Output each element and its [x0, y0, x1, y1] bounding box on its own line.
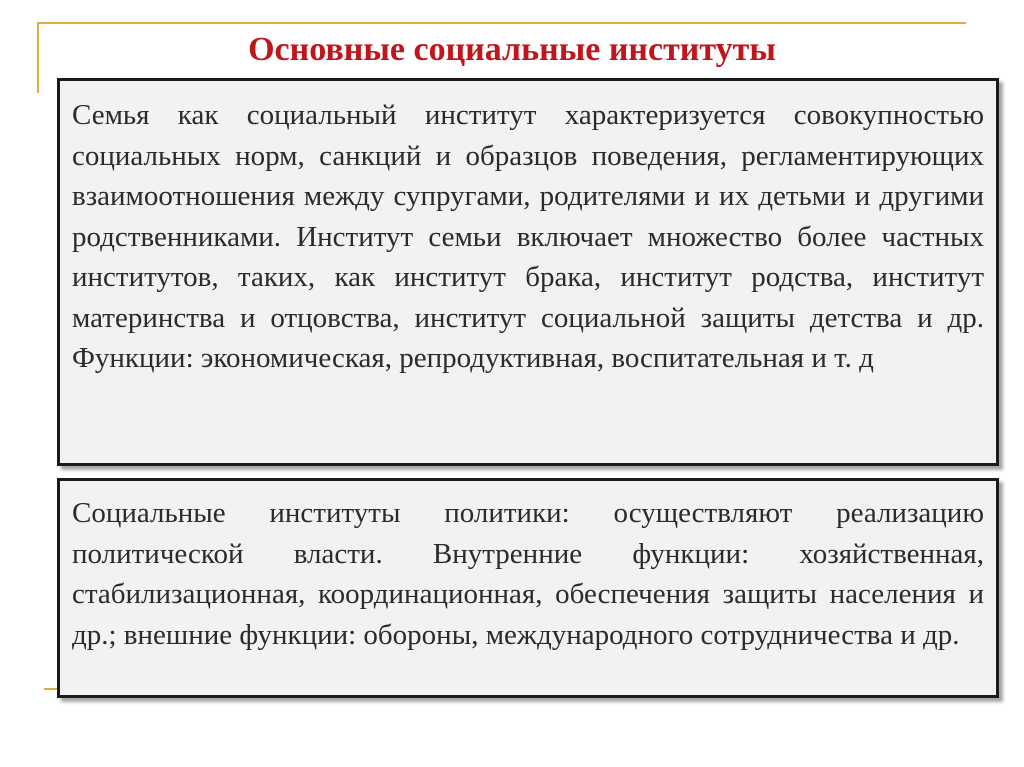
slide-title: Основные социальные институты: [248, 31, 776, 68]
frame-top-line: [37, 22, 966, 24]
family-institution-box: [57, 78, 999, 466]
family-institution-text: Семья как социальный институт характеризуется совокупностью социальных норм, санкций и образцов поведения, регламентирующих взаимоотношения между супругами, родителями и их детьми и другими родственниками. Институт семьи включает множество более частных институтов, таких, как институт брака, институт родства, институт материнства и отцовства, институт социальной защиты детства и др. Функции: экономическая, репродуктивная, воспитательная и т. д: [72, 99, 984, 374]
frame-left-line: [37, 22, 39, 93]
political-institution-text: Социальные институты политики: осуществляют реализацию политической власти. Внутренние функции: хозяйственная, стабилизационная, координационная, обеспечения защиты населения и др.; внешние функции: обороны, международного сотрудничества и др.: [72, 497, 984, 651]
political-institution-box: [57, 478, 999, 698]
